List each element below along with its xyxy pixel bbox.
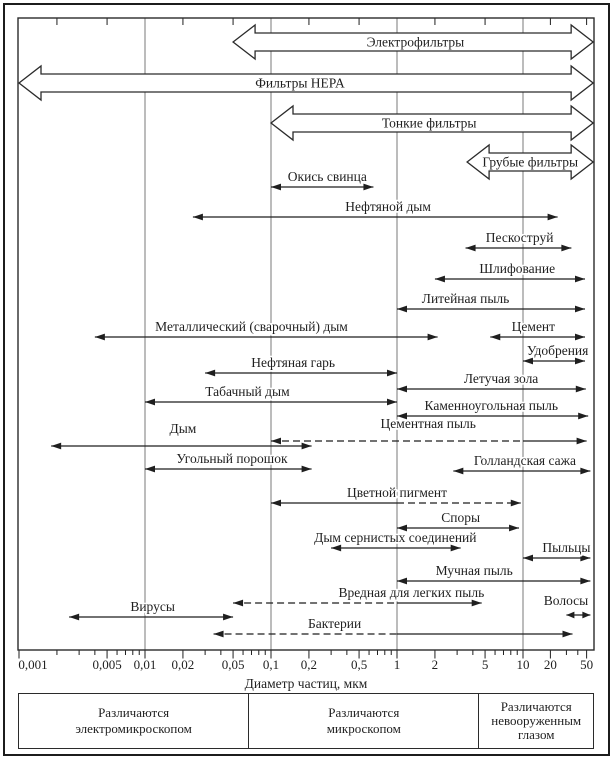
x-tick-label: 0,5 [350,657,368,672]
arrowhead-right-flour-dust [580,578,590,585]
range-label-smoke: Дым [169,421,197,436]
arrowhead-right-coal-powder [302,466,312,473]
arrowhead-left-cement [490,334,500,341]
arrowhead-right-fertilizers [575,358,585,365]
range-label-lead-oxide: Окись свинца [287,169,367,184]
resolution-cell-naked-eye [478,694,593,748]
range-label-viruses: Вирусы [130,599,175,614]
x-tick-label: 0,02 [171,657,195,672]
range-label-oil-soot: Нефтяная гарь [251,355,336,370]
x-tick-label: 0,05 [221,657,245,672]
arrowhead-left-smoke [51,443,61,450]
arrowhead-right-tobacco-smoke [387,399,397,406]
arrowhead-right-smoke [302,443,312,450]
arrowhead-left-sandblasting [466,245,476,252]
arrowhead-left-fly-ash [397,386,407,393]
range-label-sandblasting: Пескоструй [485,230,554,245]
range-label-grinding: Шлифование [479,261,556,276]
arrowhead-left-fertilizers [523,358,533,365]
x-tick-label: 50 [580,657,594,672]
arrowhead-left-pollen [523,555,533,562]
range-label-lung-harmful-dust: Вредная для легких пыль [338,585,485,600]
x-tick-label: 1 [393,657,401,672]
x-tick-label: 5 [481,657,489,672]
arrowhead-right-pollen [580,555,590,562]
arrowhead-right-viruses [223,614,233,621]
cell-line: глазом [517,727,555,743]
x-tick-label: 0,005 [92,657,122,672]
arrowhead-right-bacteria [563,631,573,638]
range-label-cement: Цемент [511,319,556,334]
arrowhead-right-lead-oxide [363,184,373,191]
arrowhead-left-lead-oxide [271,184,281,191]
arrowhead-left-viruses [69,614,79,621]
range-label-bacteria: Бактерии [308,616,362,631]
range-label-color-pigment: Цветной пигмент [347,485,447,500]
arrowhead-right-oil-soot [387,370,397,377]
arrowhead-right-foundry-dust [575,306,585,313]
range-label-fertilizers: Удобрения [526,343,589,358]
x-tick-label: 10 [516,657,530,672]
arrowhead-left-lung-harmful-dust [233,600,243,607]
filter-label-hepa-filters: Фильтры HEPA [255,75,345,91]
arrowhead-left-foundry-dust [397,306,407,313]
arrowhead-right-coal-dust [578,413,588,420]
x-tick-label: 2 [431,657,439,672]
x-tick-label: 0,001 [18,657,48,672]
arrowhead-left-tobacco-smoke [145,399,155,406]
range-label-oil-smoke: Нефтяной дым [345,199,431,214]
range-label-cement-dust: Цементная пыль [380,416,476,431]
arrowhead-left-oil-smoke [193,214,203,221]
cell-line: Различаются [328,705,400,721]
arrowhead-right-cement-dust [577,438,587,445]
filter-label-coarse-filters: Грубые фильтры [482,154,579,170]
arrowhead-left-bacteria [214,631,224,638]
arrowhead-right-grinding [575,276,585,283]
arrowhead-right-fly-ash [576,386,586,393]
arrowhead-right-oil-smoke [548,214,558,221]
range-label-holland-soot: Голландская сажа [473,453,576,468]
range-label-fly-ash: Летучая зола [463,371,539,386]
cell-line: Различаются [98,705,170,721]
arrowhead-left-cement-dust [271,438,281,445]
arrowhead-left-color-pigment [271,500,281,507]
range-label-tobacco-smoke: Табачный дым [205,384,290,399]
range-label-foundry-dust: Литейная пыль [421,291,510,306]
x-tick-label: 0,1 [262,657,280,672]
range-label-flour-dust: Мучная пыль [435,563,513,578]
filter-label-fine-filters: Тонкие фильтры [381,115,477,131]
arrowhead-left-grinding [435,276,445,283]
cell-line: невооруженным [491,712,582,728]
arrowhead-right-hair [582,612,590,619]
resolution-table [18,693,594,749]
range-label-coal-powder: Угольный порошок [176,451,288,466]
cell-line: Различаются [500,698,572,714]
arrowhead-left-oil-soot [205,370,215,377]
arrowhead-right-sandblasting [561,245,571,252]
arrowhead-left-welding-metal-smoke [95,334,105,341]
cell-line: микроскопом [326,721,401,736]
arrowhead-left-hair [566,612,574,619]
range-label-spores: Споры [441,510,481,525]
arrowhead-left-sulfur-compound-smoke [331,545,341,552]
x-tick-label: 0,01 [133,657,157,672]
range-label-pollen: Пыльцы [542,540,591,555]
range-label-welding-metal-smoke: Металлический (сварочный) дым [155,319,348,334]
filter-label-electrofilters: Электрофильтры [366,34,465,50]
arrowhead-left-holland-soot [453,468,463,475]
resolution-cell-microscope [248,694,478,748]
range-label-hair: Волосы [543,593,589,608]
arrowhead-left-coal-powder [145,466,155,473]
range-label-coal-dust: Каменноугольная пыль [424,398,558,413]
arrowhead-right-lung-harmful-dust [472,600,482,607]
arrowhead-right-holland-soot [580,468,590,475]
arrowhead-right-sulfur-compound-smoke [451,545,461,552]
resolution-cell-electron-microscope [19,694,248,748]
x-axis-title: Диаметр частиц, мкм [244,676,368,691]
cell-line: электромикроскопом [75,721,192,736]
arrowhead-right-cement [575,334,585,341]
arrowhead-left-flour-dust [397,578,407,585]
arrowhead-right-welding-metal-smoke [428,334,438,341]
arrowhead-right-spores [509,525,519,532]
x-tick-label: 0,2 [300,657,318,672]
arrowhead-right-color-pigment [511,500,521,507]
range-label-sulfur-compound-smoke: Дым сернистых соединений [314,530,477,545]
x-tick-label: 20 [543,657,557,672]
